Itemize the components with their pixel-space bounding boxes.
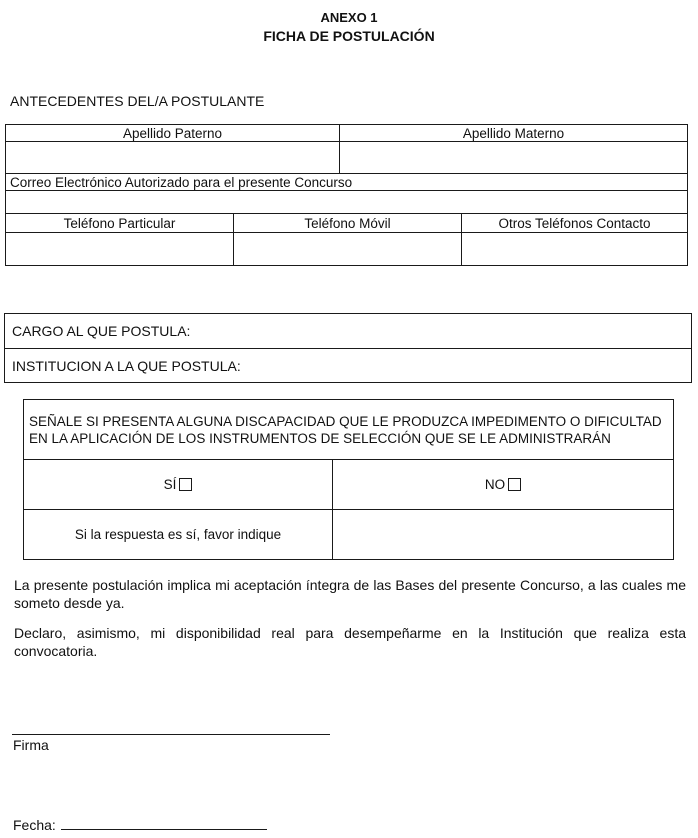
- applicant-phones-table: [5, 213, 688, 266]
- no-option[interactable]: [333, 460, 674, 510]
- otros-telefonos-field[interactable]: [462, 233, 688, 266]
- institucion-field[interactable]: [5, 349, 691, 383]
- cargo-label: CARGO AL QUE POSTULA:: [12, 323, 191, 339]
- institucion-label: INSTITUCION A LA QUE POSTULA:: [12, 358, 241, 374]
- yes-label: SÍ: [163, 477, 177, 492]
- position-box: [4, 313, 692, 383]
- correo-field[interactable]: [6, 191, 688, 214]
- page-title: FICHA DE POSTULACIÓN: [263, 28, 435, 44]
- telefono-movil-field[interactable]: [234, 233, 462, 266]
- acceptance-paragraph: La presente postulación implica mi aceptación íntegra de las Bases del presente Concurso, a las cuales me someto desde ya.: [14, 577, 686, 611]
- apellido-paterno-field[interactable]: [6, 142, 340, 174]
- annex-label: ANEXO 1: [320, 10, 378, 25]
- cargo-field[interactable]: [5, 314, 691, 349]
- telefono-particular-field[interactable]: [6, 233, 234, 266]
- applicant-names-table: [5, 124, 688, 214]
- no-label: NO: [484, 477, 506, 492]
- correo-label: Correo Electrónico Autorizado para el presente Concurso: [6, 174, 688, 191]
- if-yes-field[interactable]: [333, 510, 674, 560]
- apellido-materno-field[interactable]: [340, 142, 688, 174]
- telefono-movil-label: Teléfono Móvil: [234, 214, 462, 233]
- signature-line[interactable]: [12, 734, 330, 735]
- telefono-particular-label: Teléfono Particular: [6, 214, 234, 233]
- apellido-materno-label: Apellido Materno: [340, 125, 688, 142]
- if-yes-label: Si la respuesta es sí, favor indique: [24, 510, 333, 560]
- fecha-line[interactable]: [61, 829, 267, 830]
- no-checkbox[interactable]: [508, 478, 521, 491]
- yes-option[interactable]: [24, 460, 333, 510]
- apellido-paterno-label: Apellido Paterno: [6, 125, 340, 142]
- yes-checkbox[interactable]: [179, 478, 192, 491]
- otros-telefonos-label: Otros Teléfonos Contacto: [462, 214, 688, 233]
- applicant-section-heading: ANTECEDENTES DEL/A POSTULANTE: [10, 93, 265, 109]
- fecha-label: Fecha:: [13, 817, 56, 833]
- availability-paragraph: Declaro, asimismo, mi disponibilidad real para desempeñarme en la Institución que realiza esta convocatoria.: [14, 625, 686, 659]
- disability-question: SEÑALE SI PRESENTA ALGUNA DISCAPACIDAD QUE LE PRODUZCA IMPEDIMENTO O DIFICULTAD EN LA APLICACIÓN DE LOS INSTRUMENTOS DE SELECCIÓN QUE SE LE ADMINISTRARÁN: [24, 400, 674, 460]
- disability-table: [23, 399, 674, 560]
- firma-label: Firma: [13, 737, 49, 753]
